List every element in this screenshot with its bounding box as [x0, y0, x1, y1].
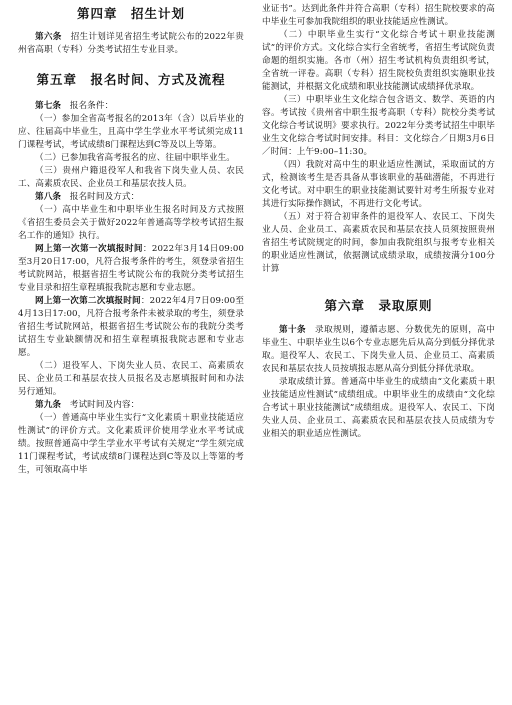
article-8-item-1: （一）高中毕业生和中职毕业生报名时间及方式按照《省招生委员会关于做好2022年普通高等学校考试招生报名工作的通知》执行。 — [18, 205, 244, 241]
article-9-item-4: （四）我院对高中生的职业适应性测试，采取面试的方式，检测该考生是否具备从事该职业的基础潜能，不再进行文化考试。对中职生的职业技能测试要针对考生所报专业对其进行实际操作测试，不再进行文化考试。 — [262, 160, 495, 209]
article-7 — [18, 100, 244, 113]
article-9-item-1-continued: 业证书”。达到此条件并符合高职（专科）招生院校要求的高中毕业生可参加我院组织的职业技能适应性测试。 — [262, 4, 495, 27]
article-9-item-1: （一）普通高中毕业生实行“文化素质＋职业技能适应性测试”的评价方式。文化素质评价使用学业水平考试成绩。按照普通高中学生学业水平考试有关规定“学生须完成11门课程考试，考试成绩8门课程达到C等及以上等第的考生，可领取高中毕 — [18, 413, 244, 475]
article-7-item-2: （二）已参加我省高考报名的应、往届中职毕业生。 — [35, 153, 235, 163]
article-9-item-3: （三）中职毕业生文化综合包含语文、数学、英语的内容。考试按《贵州省中职生报考高职（专科）院校分类考试文化综合考试说明》要求执行。2022年分类考试招生中职毕业生文化综合考试时间安排。科目：文化综合／日期3月6日／时间：上午9:00–11:30。 — [262, 95, 495, 157]
article-6-text: 招生计划详见省招生考试院公布的2022年贵州省高职（专科）分类考试招生专业目录。 — [18, 32, 244, 55]
round-2-text: ：2022年4月7日09:00至4月13日17:00，凡符合报考条件未被录取的考生，须登录省招生考试院网站，根据省招生考试院公布的我院分类考试招生专业缺额情况和招生章程填报我院志愿和专业志愿。 — [18, 296, 245, 358]
article-8-text: 报名时间及方式： — [61, 192, 140, 202]
article-10 — [262, 324, 495, 376]
round-1-text: ：2022年3月14日09:00至3月20日17:00，凡符合报考条件的考生，须登录省招生考试院网站，根据省招生考试院公布的我院分类考试招生专业目录和招生章程填报我院志愿和专业志愿。 — [18, 244, 245, 293]
article-9-item-5: （五）对于符合初审条件的退役军人、农民工、下岗失业人员、企业员工、高素质农民和基层农技人员须按照贵州省招生考试院规定的时间，参加由我院组织与报考专业相关的职业适应性测试，依据测试成绩录取，成绩按满分100分计算 — [262, 212, 495, 274]
article-6-label: 第六条 — [35, 32, 62, 42]
article-10-score-calculation: 录取成绩计算。普通高中毕业生的成绩由“文化素质＋职业技能适应性测试”成绩组成。中职毕业生的成绩由“文化综合考试＋职业技能测试”成绩组成。退役军人、农民工、下岗失业人员、企业员工、高素质农民和基层农技人员成绩为专业相关的职业适应性测试。 — [262, 377, 495, 439]
round-1-label: 网上第一次第一次填报时间 — [35, 244, 143, 254]
article-9-item-2: （二）中职毕业生实行“文化综合考试＋职业技能测试”的评价方式。文化综合实行全省统考，省招生考试院负责命题的组织实施。各市（州）招生考试机构负责组织考试，全省统一评卷。高职（专科）招生院校负责组织实施职业技能测试，并根据文化成绩和职业技能测试成绩择优录取。 — [262, 30, 495, 92]
article-8 — [18, 191, 244, 204]
round-2-label: 网上第一次第二次填报时间 — [35, 296, 141, 306]
article-9 — [18, 399, 244, 412]
left-column — [18, 0, 244, 477]
chapter-6-title: 第六章 录取原则 — [324, 298, 433, 313]
article-7-label: 第七条 — [35, 101, 62, 111]
article-8-label: 第八条 — [35, 192, 62, 202]
article-9-label: 第九条 — [35, 400, 62, 410]
article-7-item-1: （一）参加全省高考报名的2013年（含）以后毕业的应、往届高中毕业生，且高中学生学业水平考试须完成11门课程考试，考试成绩8门课程达到C等及以上等第。 — [18, 114, 244, 150]
article-9-text: 考试时间及内容： — [61, 400, 140, 410]
round-1-schedule — [18, 243, 244, 295]
article-10-label: 第十条 — [279, 325, 307, 335]
article-8-item-2: （二）退役军人、下岗失业人员、农民工、高素质农民、企业员工和基层农技人员报名及志愿填报时间和办法另行通知。 — [18, 361, 244, 397]
article-7-item-3: （三）贵州户籍退役军人和我省下岗失业人员、农民工、高素质农民、企业员工和基层农技人员。 — [18, 166, 244, 189]
article-6 — [18, 31, 244, 57]
chapter-4-title: 第四章 招生计划 — [76, 6, 185, 21]
article-7-text: 报名条件： — [61, 101, 114, 111]
article-10-text: 录取规则，遵循志愿、分数优先的原则，高中毕业生、中职毕业生以6个专业志愿先后从高分到低分择优录取。退役军人、农民工、下岗失业人员、企业员工、高素质农民和基层农技人员按填报志愿从高分到低分择优录取。 — [262, 325, 495, 374]
round-2-schedule — [18, 295, 244, 360]
right-column — [262, 0, 495, 441]
chapter-5-title: 第五章 报名时间、方式及流程 — [36, 72, 226, 87]
